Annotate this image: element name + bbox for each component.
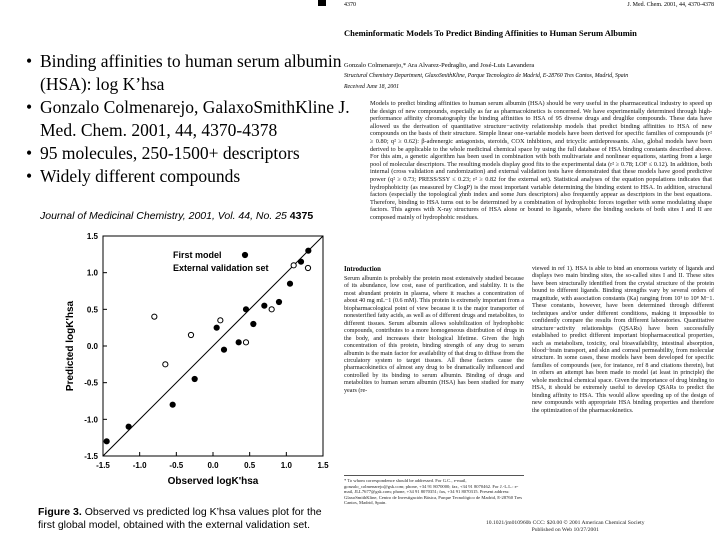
article-footnote: * To whom correspondence should be addressed. For G.C., e-mail, gonzalo_colmenarejo@gsk.com; phone, +34 91 8070000; fax, +34 91 8070462. For J.-L.L.: e-mail, JLL7677@gsk.com; phone, +34 91 8070351; fax, +34 91 8070315. Present address: GlaxoSmithKline, Centro de Investigación Básica, Parque Tecnológico de Madrid, E-28760 Tres Cantos, Madrid, Spain. bbox=[344, 475, 524, 506]
figure-caption-text: Observed vs predicted log K’hsa values plot for the first global model, obtained with the external validation set. bbox=[38, 506, 322, 531]
article-doi: 10.1021/jm010960b CCC: $20.00 © 2001 American Chemical Society bbox=[486, 520, 645, 526]
figure-caption bbox=[38, 506, 338, 532]
bullet-molecules: • 95 molecules, 250-1500+ descriptors bbox=[26, 142, 356, 165]
first-model-point-2 bbox=[170, 402, 175, 407]
page-corner-mark bbox=[318, 0, 326, 6]
article-running-header bbox=[344, 2, 714, 8]
article-page-number: 4370 bbox=[344, 2, 356, 8]
figure-journal-header bbox=[40, 210, 340, 222]
scatter-plot bbox=[35, 222, 335, 506]
x-tick-label: -0.5 bbox=[169, 461, 184, 470]
article-journal-ref: J. Med. Chem. 2001, 44, 4370-4378 bbox=[627, 2, 714, 8]
y-axis-label: Predicted logK'hsa bbox=[65, 300, 76, 392]
y-tick-label: 1.5 bbox=[86, 232, 98, 241]
article-title: Cheminformatic Models To Predict Binding Affinities to Human Serum Albumin bbox=[344, 28, 637, 38]
validation-point-5 bbox=[269, 307, 274, 312]
x-tick-label: 1.5 bbox=[317, 461, 329, 470]
article-column-right: viewed in ref 1). HSA is able to bind an enormous variety of ligands and displays two main binding sites, the so-called sites I and II. These sites have been structurally identified from the crystal structure of the protein bound to different ligands. Binding strengths vary by several orders of magnitude, with association constants (Ka) ranging from 10³ to 10⁸ M−1. These constants, however, have been determined through different techniques and/or under different conditions, making it impossible to confidently compare the results from different laboratories. Quantitative structure−activity relationships (QSARs) have been successfully established to predict different important biopharmaceutical properties, such as metabolism, toxicity, oral bioavailability, intestinal absorption, blood−brain transport, and skin and corneal permeability, from molecular structure. In some cases, these models have been developed for specific families of compounds (see, for instance, ref 8 and citations therein), but in others an attempt has been made to model (at least in principle) the whole medicinal chemical space. Given the importance of drug binding to HSA, it should be extremely useful to develop QSARs to predict the binding affinity to HSA. This would allow speeding up of the design of new compounds with appropriate HSA binding properties and therefore the optimization of the pharmacokinetics. bbox=[532, 266, 714, 414]
validation-point-0 bbox=[152, 314, 157, 319]
first-model-point-1 bbox=[126, 424, 131, 429]
bullet-compounds: • Widely different compounds bbox=[26, 165, 356, 188]
validation-point-2 bbox=[188, 332, 193, 337]
article-received-date: Received June 18, 2001 bbox=[344, 84, 400, 90]
y-tick-label: -0.5 bbox=[84, 378, 98, 388]
x-tick-label: 1.0 bbox=[280, 461, 292, 470]
bullet-list bbox=[26, 50, 356, 188]
x-axis-label: Observed logK'hsa bbox=[167, 476, 259, 487]
first-model-point-12 bbox=[298, 259, 303, 264]
first-model-point-4 bbox=[214, 325, 219, 330]
validation-point-6 bbox=[291, 263, 296, 268]
article-authors: Gonzalo Colmenarejo,* Ara Alvarez-Pedraglio, and José-Luis Lavandera bbox=[344, 62, 535, 69]
x-tick-label: 0.0 bbox=[207, 461, 219, 470]
article-intro-heading: Introduction bbox=[344, 266, 381, 273]
article-footer bbox=[486, 520, 645, 534]
article-abstract: Models to predict binding affinities to human serum albumin (HSA) should be very useful in the pharmaceutical industry to speed up the design of new compounds, especially as far as pharmacokinetics is concerned. We have experimentally determined through high-performance affinity chromatography the binding affinities to HSA of 95 diverse drugs and druglike compounds. These data have allowed us the derivation of quantitative structure−activity relationship models that predict binding affinities to HSA of new compounds on the basis of their structure. Simple linear one-variable models have been derived for specific families of compounds (r² ≥ 0.80; q² ≥ 0.62): β-adrenergic antagonists, steroids, COX inhibitors, and tricyclic antidepressants. Also, global models have been derived to be applicable to the whole medicinal chemical space by using the full database of HSA binding constants described above. For this aim, a genetic algorithm has been used in combination with both multivariate and nonlinear equations, starting from a large pool of molecular descriptors. The resulting models display good fits to the experimental data (r² ≥ 0.78; LOF ≤ 0.12). In addition, both internal (cross validation and randomization) and external validation tests have demonstrated that these models have good predictive power (q² ≥ 0.73; PRESS/SSY ≤ 0.23; r² ≥ 0.82 for the external set). Statistical analyses of the equation populations indicates that hydrophobicity (as measured by ClogP) is the most important variable determining the binding extent to HSA. In addition, structural factors (especially the topological χhnb index and some Jurs descriptors) also frequently appear as descriptors in the best equations. Therefore, binding to HSA turns out to be determined by a combination of hydrophobic forces together with some modulating shape factors. This agrees with X-ray structures of HSA alone or bound to ligands, where the binding sockets of both sites I and II are composed mainly of hydrophobic residues. bbox=[370, 100, 712, 221]
validation-point-3 bbox=[218, 318, 223, 323]
first-model-point-5 bbox=[221, 347, 226, 352]
legend-entry-1: External validation set bbox=[173, 263, 269, 273]
validation-point-4 bbox=[243, 340, 248, 345]
first-model-point-9 bbox=[262, 303, 267, 308]
first-model-point-13 bbox=[306, 248, 311, 253]
first-model-point-6 bbox=[236, 340, 241, 345]
article-affiliation: Structural Chemistry Department, GlaxoSmithKline, Parque Tecnologico de Madrid, E-28760 Tres Cantos, Madrid, Spain bbox=[344, 73, 629, 79]
y-tick-label: 0.5 bbox=[86, 305, 98, 315]
first-model-point-7 bbox=[243, 307, 248, 312]
article-published-date: Published on Web 10/27/2001 bbox=[531, 527, 599, 533]
x-tick-label: 0.5 bbox=[244, 461, 256, 470]
validation-point-1 bbox=[163, 362, 168, 367]
x-tick-label: -1.0 bbox=[132, 461, 147, 470]
bullet-hsa-binding: • Binding affinities to human serum albumin (HSA): log K’hsa bbox=[26, 50, 356, 96]
y-tick-label: -1.5 bbox=[84, 452, 98, 461]
first-model-point-0 bbox=[104, 439, 109, 444]
legend-marker-open bbox=[305, 265, 310, 270]
first-model-point-10 bbox=[276, 299, 281, 304]
article-column-left: Serum albumin is probably the protein most extensively studied because of its abundance, low cost, ease of purification, and stability. It is the most abundant protein in plasma, where it reaches a concentration of about 40 mg mL−1 (0.6 mM). This protein is extremely important from a biopharmacological point of view because it is the major transporter of nonesterified fatty acids, as well as of different drugs and metabolites, to different tissues. Serum albumin allows solubilization of hydrophobic compounds, contributes to a more homogeneous distribution of drugs in the body, and increases their biological lifetime. Given the high concentration of this protein, binding strength of any drug to serum albumin is the main factor for availability of that drug to diffuse from the circulatory system to target tissues. All these factors cause the pharmacokinetics of almost any drug to be dramatically influenced and controlled by its binding to serum albumin. Binding of drugs and metabolites to human serum albumin (HSA) has been studied for many years (re- bbox=[344, 276, 524, 394]
first-model-point-11 bbox=[287, 281, 292, 286]
y-tick-label: 1.0 bbox=[86, 268, 98, 278]
legend-marker-filled bbox=[242, 252, 247, 257]
first-model-point-8 bbox=[251, 321, 256, 326]
figure-page-number: 4375 bbox=[289, 210, 314, 222]
first-model-point-3 bbox=[192, 376, 197, 381]
figure-journal-name: Journal of Medicinal Chemistry, 2001, Vol. 44, No. 25 bbox=[40, 210, 287, 222]
bullet-reference: • Gonzalo Colmenarejo, GalaxoSmithKline J. Med. Chem. 2001, 44, 4370-4378 bbox=[26, 96, 356, 142]
x-tick-label: -1.5 bbox=[96, 461, 110, 470]
figure-caption-label: Figure 3. bbox=[38, 506, 82, 518]
y-tick-label: 0.0 bbox=[86, 342, 98, 351]
y-tick-label: -1.0 bbox=[84, 415, 98, 425]
legend-entry-0: First model bbox=[173, 250, 222, 260]
article-page bbox=[336, 0, 720, 540]
